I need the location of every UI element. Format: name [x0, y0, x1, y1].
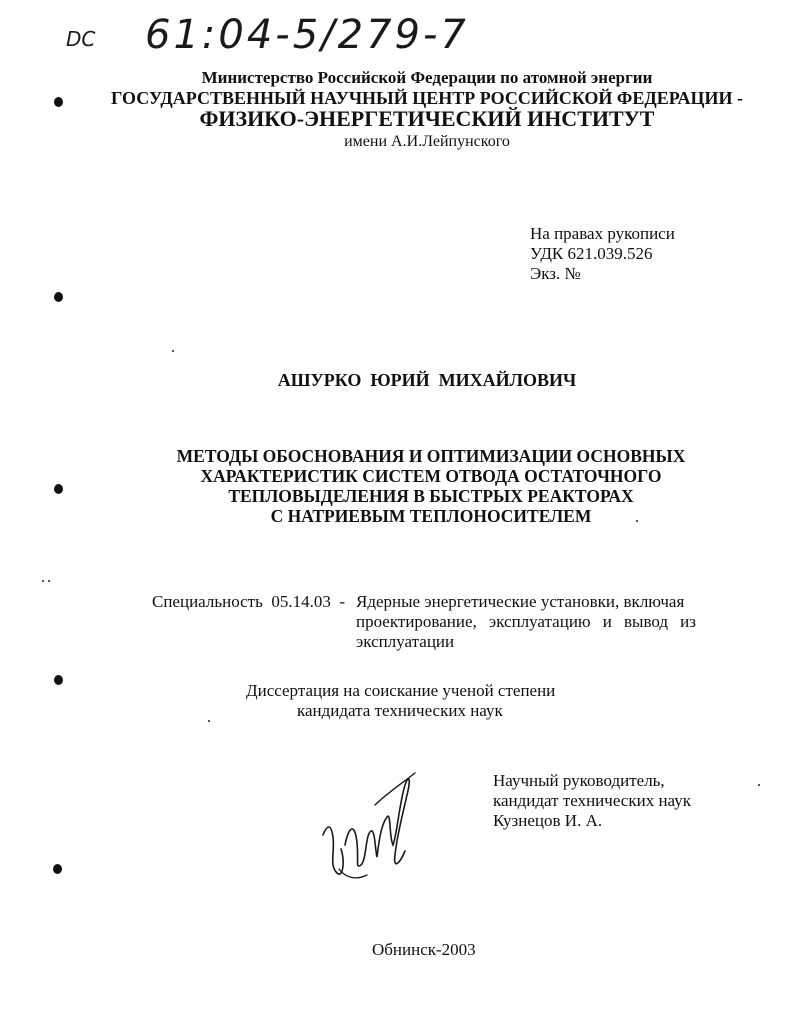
title-line: МЕТОДЫ ОБОСНОВАНИЯ И ОПТИМИЗАЦИИ ОСНОВНЫХ: [176, 446, 686, 466]
author-name: АШУРКО ЮРИЙ МИХАЙЛОВИЧ: [277, 370, 577, 390]
dissertation-degree-line2: кандидата технических наук: [297, 701, 503, 720]
scan-speck: [758, 784, 760, 786]
dissertation-degree-line1: Диссертация на соискание ученой степени: [246, 681, 556, 700]
supervisor-block: [493, 771, 691, 831]
scan-speck: [48, 580, 50, 582]
specialty-line: проектирование, эксплуатацию и вывод из: [356, 612, 696, 631]
signature: [315, 765, 425, 885]
specialty-description: [356, 592, 696, 652]
research-center-name: ГОСУДАРСТВЕННЫЙ НАУЧНЫЙ ЦЕНТР РОССИЙСКОЙ ФЕДЕРАЦИИ -: [111, 88, 743, 108]
ministry-name: Министерство Российской Федерации по атомной энергии: [201, 68, 653, 87]
scan-speck: [172, 350, 174, 352]
institute-named-after: имени А.И.Лейпунского: [344, 133, 510, 150]
catalog-number: 61:04-5/279-7: [145, 12, 469, 58]
supervisor-degree: кандидат технических наук: [493, 791, 691, 810]
scan-speck: [636, 520, 638, 522]
manuscript-rights: На правах рукописи: [530, 224, 675, 243]
supervisor-name: Кузнецов И. А.: [493, 811, 603, 830]
archive-mark: DC: [66, 27, 96, 51]
specialty-line: Ядерные энергетические установки, включая: [356, 592, 685, 611]
title-line: ХАРАКТЕРИСТИК СИСТЕМ ОТВОДА ОСТАТОЧНОГО: [200, 466, 662, 486]
binding-hole-mark: [54, 675, 63, 685]
specialty-line: эксплуатации: [356, 632, 455, 651]
binding-hole-mark: [54, 484, 63, 494]
institute-name: ФИЗИКО-ЭНЕРГЕТИЧЕСКИЙ ИНСТИТУТ: [199, 106, 655, 131]
rights-block: [530, 224, 675, 284]
title-line: С НАТРИЕВЫМ ТЕПЛОНОСИТЕЛЕМ: [270, 506, 592, 526]
title-line: ТЕПЛОВЫДЕЛЕНИЯ В БЫСТРЫХ РЕАКТОРАХ: [228, 486, 634, 506]
udc-code: УДК 621.039.526: [530, 244, 653, 263]
copy-number: Экз. №: [530, 264, 581, 283]
binding-hole-mark: [53, 864, 62, 874]
binding-hole-mark: [54, 292, 63, 302]
binding-hole-mark: [54, 97, 63, 107]
specialty-label: Специальность 05.14.03 -: [152, 592, 346, 611]
city-year: Обнинск-2003: [372, 940, 476, 959]
dissertation-title: [34, 446, 794, 526]
scan-speck: [208, 720, 210, 722]
scan-speck: [42, 580, 44, 582]
supervisor-role: Научный руководитель,: [493, 771, 665, 790]
